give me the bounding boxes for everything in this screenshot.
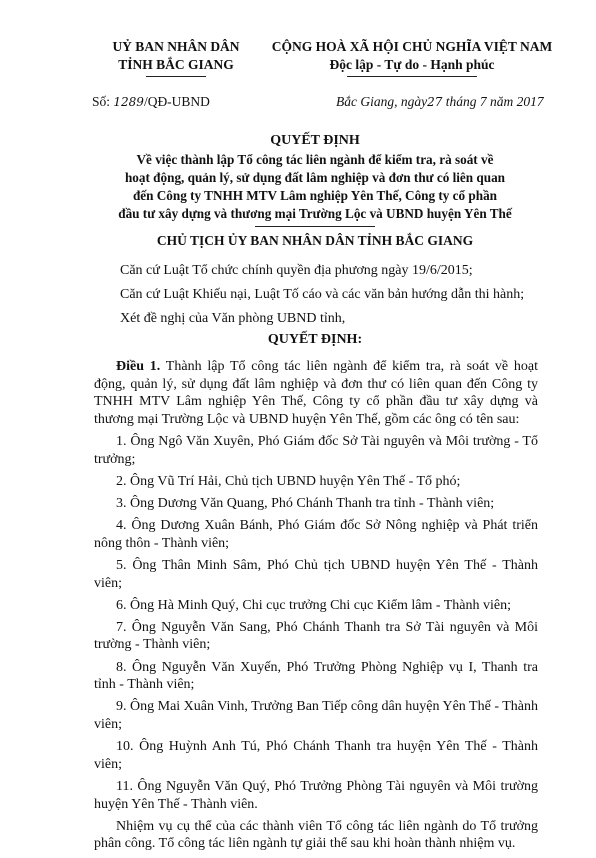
doc-number-suffix: /QĐ-UBND [143,94,210,109]
header-right-rule [347,76,477,77]
org-line-1: UỶ BAN NHÂN DÂN [112,39,240,54]
member-item: 10. Ông Huỳnh Anh Tú, Phó Chánh Thanh tra huyện Yên Thế - Thành viên; [94,739,538,772]
doc-number-prefix: Số: [92,94,114,109]
subject-line: hoạt động, quản lý, sử dụng đất lâm nghiệp và đơn thư có liên quan [124,170,506,185]
decision-heading: QUYẾT ĐỊNH: [267,332,363,347]
issuing-authority [92,38,260,77]
member-item: 8. Ông Nguyễn Văn Xuyến, Phó Trưởng Phòng Nghiệp vụ I, Thanh tra tỉnh - Thành viên; [94,659,538,693]
member-item: 6. Ông Hà Minh Quý, Chi cục trưởng Chi cục Kiểm lâm - Thành viên; [116,597,512,613]
date-prefix: Bắc Giang, ngày [336,94,428,109]
legal-basis-2: Căn cứ Luật Khiếu nại, Luật Tố cáo và các văn bản hướng dẫn thi hành; [120,287,525,302]
article-1-label: Điều 1. [116,359,161,374]
member-item: 9. Ông Mai Xuân Vinh, Trưởng Ban Tiếp công dân huyện Yên Thế - Thành viên; [94,699,538,733]
legal-basis-3: Xét đề nghị của Văn phòng UBND tỉnh, [120,311,346,326]
member-item: 11. Ông Nguyễn Văn Quý, Phó Trưởng Phòng Tài nguyên và Môi trường huyện Yên Thế - Thành viên. [94,779,538,812]
article-1 [94,358,538,428]
member-item: 5. Ông Thân Minh Sâm, Phó Chủ tịch UBND huyện Yên Thế - Thành viên; [94,557,538,591]
article-1-text: Thành lập Tổ công tác liên ngành để kiểm tra, rà soát về hoạt động, quản lý, sử dụng đất lâm nghiệp và đơn thư có liên quan đến Công ty TNHH MTV Lâm nghiệp Yên Thế, Công ty cổ phần đầu tư xây dựng và thương mại Trường Lộc và UBND huyện Yên Thế, gồm các ông có tên sau: [94,359,539,427]
subject-rule [255,226,375,227]
document-number [92,94,210,110]
decision-body [94,358,538,858]
signing-authority: CHỦ TỊCH ỦY BAN NHÂN DÂN TỈNH BẮC GIANG [156,233,474,248]
nation-line-1: CỘNG HOÀ XÃ HỘI CHỦ NGHĨA VIỆT NAM [271,39,553,54]
member-item: 7. Ông Nguyễn Văn Sang, Phó Chánh Thanh tra Sở Tài nguyên và Môi trường - Thành viên; [94,619,538,653]
member-item: 1. Ông Ngô Văn Xuyên, Phó Giám đốc Sở Tài nguyên và Môi trường - Tổ trưởng; [94,433,538,467]
date-handwritten-day: 27 [427,95,443,109]
member-item: 4. Ông Dương Xuân Bánh, Phó Giám đốc Sở Nông nghiệp và Phát triển nông thôn - Thành viên; [94,518,538,551]
document-date [336,94,544,110]
member-item: 3. Ông Dương Văn Quang, Phó Chánh Thanh tra tỉnh - Thành viên; [116,495,495,511]
closing-paragraph: Nhiệm vụ cụ thể của các thành viên Tổ công tác liên ngành do Tổ trưởng phân công. Tổ công tác liên ngành tự giải thể sau khi hoàn thành nhiệm vụ. [94,818,538,852]
document-subject [100,151,530,227]
subject-line: đến Công ty TNHH MTV Lâm nghiệp Yên Thế, Công ty cổ phần [132,188,498,203]
document-title: QUYẾT ĐỊNH [270,133,360,148]
header-left-rule [146,76,206,77]
national-motto [258,38,566,77]
date-suffix: tháng 7 năm 2017 [442,94,544,109]
org-line-2: TỈNH BẮC GIANG [118,57,234,72]
member-item: 2. Ông Vũ Trí Hải, Chủ tịch UBND huyện Yên Thế - Tổ phó; [116,473,461,489]
legal-basis-1: Căn cứ Luật Tổ chức chính quyền địa phương ngày 19/6/2015; [120,263,473,278]
nation-line-2: Độc lập - Tự do - Hạnh phúc [329,57,495,72]
subject-line: đầu tư xây dựng và thương mại Trường Lộc và UBND huyện Yên Thế [118,206,512,221]
subject-line: Về việc thành lập Tổ công tác liên ngành để kiểm tra, rà soát về [136,152,494,167]
doc-number-handwritten: 1289 [113,95,144,109]
